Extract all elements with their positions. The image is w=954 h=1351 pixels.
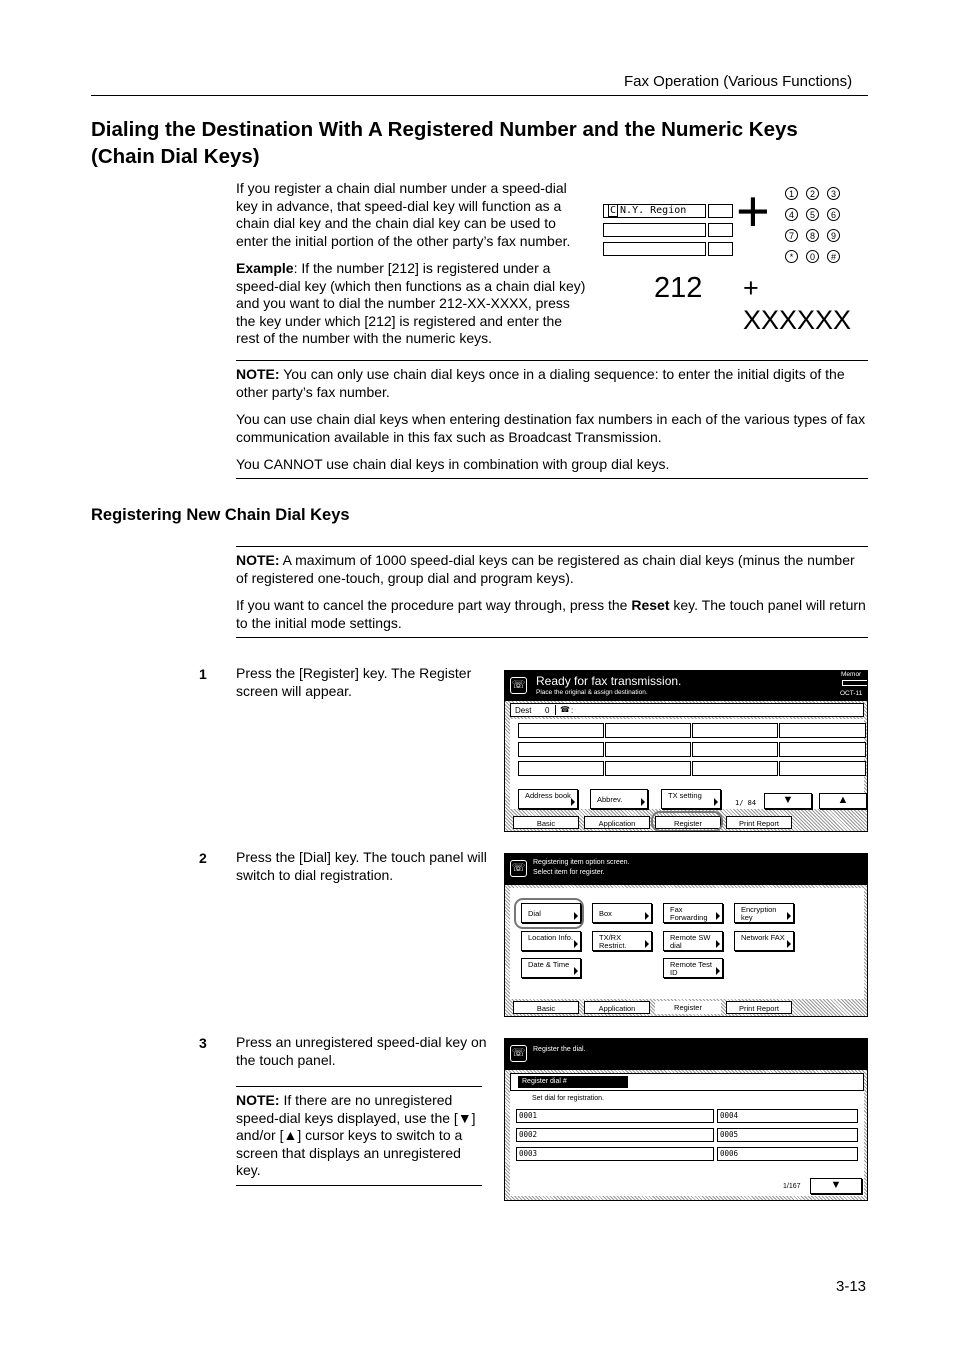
status-bar <box>505 1039 867 1070</box>
keypad-key-icon: 0 <box>806 250 819 263</box>
note-text: key. The touch panel will return to the initial mode settings. <box>236 597 866 631</box>
fax-mode-icon: ☏ <box>510 860 527 877</box>
status-line-1: Registering item option screen. <box>533 859 630 866</box>
status-title: Ready for fax transmission. <box>536 674 682 688</box>
up-arrow-icon: ▲ <box>837 794 849 806</box>
note-text: If you want to cancel the procedure part way through, press the <box>236 597 632 613</box>
remote-test-id-button[interactable] <box>663 958 723 978</box>
note-label: NOTE: <box>236 552 280 568</box>
note-chain-once <box>236 366 866 401</box>
speed-dial-slot[interactable]: 0002 <box>516 1128 714 1142</box>
step-text: Press an unregistered speed-dial key on the touch panel. <box>236 1034 487 1068</box>
note-text: ] cursor keys to switch to a screen that displays an unregistered key. <box>236 1127 463 1178</box>
dest-count: 0 <box>545 706 550 715</box>
remaining-digits: + XXXXXX <box>743 273 852 335</box>
dest-label: Dest <box>515 706 532 715</box>
note-rule-top <box>236 1086 482 1087</box>
speed-dial-slot[interactable]: 0004 <box>717 1109 858 1123</box>
speed-dial-key-label: N.Y. Region <box>620 205 687 216</box>
page-indicator: 1/ 84 <box>735 799 757 807</box>
speed-dial-slot[interactable]: 0001 <box>516 1109 714 1123</box>
keypad-key-icon: 1 <box>785 187 798 200</box>
speed-dial-key-blank <box>603 242 706 256</box>
keypad-key-icon: 6 <box>827 208 840 221</box>
location-info-button[interactable] <box>521 931 581 951</box>
remote-test-id-label: Remote Test ID <box>670 960 712 977</box>
speed-dial-key[interactable] <box>779 723 866 738</box>
speed-dial-key-blank <box>708 204 733 218</box>
speed-dial-key[interactable] <box>779 761 866 776</box>
status-line-2: Select item for register. <box>533 869 605 876</box>
tab-basic[interactable]: Basic <box>513 1001 579 1014</box>
chain-dial-illustration <box>600 179 868 335</box>
note-text: You can only use chain dial keys once in a dialing sequence: to enter the initial digits of the other party’s fax number. <box>236 366 845 400</box>
page-title: Dialing the Destination With A Registered Number and the Numeric Keys (Chain Dial Keys) <box>91 118 798 168</box>
speed-dial-key-blank <box>708 223 733 237</box>
note-max-keys <box>236 552 866 587</box>
section-heading: Registering New Chain Dial Keys <box>91 506 350 524</box>
network-fax-label: Network FAX <box>741 933 785 942</box>
step-text: Press the [Register] key. The Register screen will appear. <box>236 665 472 699</box>
keypad-key-icon: # <box>827 250 840 263</box>
divider <box>555 705 556 715</box>
chain-key-prefix: C <box>610 205 617 216</box>
register-screen-1 <box>504 670 868 832</box>
example-paragraph <box>236 260 588 348</box>
tab-register[interactable]: Register <box>655 816 721 829</box>
speed-dial-key[interactable] <box>692 742 778 757</box>
keypad-key-icon: 4 <box>785 208 798 221</box>
memory-indicator: Memor <box>841 671 862 678</box>
status-subtitle: Place the original & assign destination. <box>536 689 648 696</box>
tx-setting-label: TX setting <box>668 791 702 800</box>
intro-paragraph: If you register a chain dial number under a speed-dial key in advance, that speed-dial key will function as a chain dial key and the chain dial key can be used to enter the initial portion of the other party’s fax number. <box>236 180 571 249</box>
tab-basic[interactable]: Basic <box>513 816 579 829</box>
register-screen-2 <box>504 853 868 1017</box>
note-rule-bottom <box>236 478 868 479</box>
fax-mode-icon: ☏ <box>510 1045 527 1062</box>
register-dial-label: Register dial # <box>518 1076 628 1088</box>
speed-dial-key[interactable] <box>518 723 604 738</box>
tab-print-report[interactable]: Print Report <box>726 816 792 829</box>
encryption-key-button[interactable] <box>734 903 794 923</box>
location-info-label: Location Info. <box>528 933 574 942</box>
instruction-text: Set dial for registration. <box>532 1095 604 1102</box>
note-rule-top <box>236 546 868 547</box>
speed-dial-key[interactable] <box>605 742 691 757</box>
keypad-key-icon: 8 <box>806 229 819 242</box>
remote-sw-dial-button[interactable] <box>663 931 723 951</box>
box-button[interactable] <box>592 903 652 923</box>
tab-print-report[interactable]: Print Report <box>726 1001 792 1014</box>
speed-dial-key[interactable] <box>692 723 778 738</box>
plus-sign: + <box>736 179 770 244</box>
speed-dial-slot[interactable]: 0006 <box>717 1147 858 1161</box>
keypad-key-icon: 7 <box>785 229 798 242</box>
speed-dial-key-ny-region <box>603 204 706 218</box>
note-label: NOTE: <box>236 1092 280 1108</box>
speed-dial-key-blank <box>603 223 706 237</box>
speed-dial-key[interactable] <box>518 742 604 757</box>
note-reset <box>236 597 866 632</box>
keypad-key-icon: * <box>785 250 798 263</box>
phone-separator: : <box>571 706 574 715</box>
date-time-label: Date & Time <box>528 960 570 969</box>
keypad-key-icon: 2 <box>806 187 819 200</box>
address-book-button[interactable] <box>518 789 578 809</box>
keypad-key-icon: 3 <box>827 187 840 200</box>
destination-field <box>510 703 864 717</box>
up-arrow-icon: ▲ <box>283 1127 298 1143</box>
scroll-up-button[interactable] <box>819 793 867 809</box>
fax-forwarding-button[interactable] <box>663 903 723 923</box>
header-rule <box>91 95 868 96</box>
tab-application[interactable]: Application <box>584 1001 650 1014</box>
note-text: If there are no unregistered speed-dial keys displayed, use the [ <box>236 1092 458 1126</box>
speed-dial-key[interactable] <box>605 761 691 776</box>
box-label: Box <box>599 909 612 918</box>
tab-register[interactable]: Register <box>655 1001 721 1014</box>
step-text: Press the [Dial] key. The touch panel will switch to dial registration. <box>236 849 487 883</box>
note-rule-bottom <box>236 1185 482 1186</box>
down-arrow-icon: ▼ <box>457 1109 472 1126</box>
dial-label: Dial <box>528 909 541 918</box>
note-group-dial: You CANNOT use chain dial keys in combination with group dial keys. <box>236 456 670 472</box>
down-arrow-icon: ▼ <box>830 1179 842 1191</box>
date-indicator: OCT-11 <box>840 690 863 697</box>
example-text: : If the number [212] is registered under a speed-dial key (which then functions as a chain dial key) and you want to dial the number 212-XX-XXXX, press the key under which [212] is registered and enter the rest of the number with the numeric keys. <box>236 260 586 346</box>
example-label: Example <box>236 260 294 276</box>
tx-rx-restrict-button[interactable] <box>592 931 652 951</box>
step-number: 3 <box>199 1035 207 1051</box>
note-text: ] and/or [ <box>236 1109 476 1143</box>
chain-number: 212 <box>654 272 703 304</box>
note-broadcast: You can use chain dial keys when entering destination fax numbers in each of the various types of fax communication available in this fax such as Broadcast Transmission. <box>236 411 866 445</box>
register-dial-panel <box>510 1073 864 1196</box>
status-bar <box>505 671 867 701</box>
note-label: NOTE: <box>236 366 280 382</box>
speed-dial-key[interactable] <box>692 761 778 776</box>
speed-dial-slot[interactable]: 0003 <box>516 1147 714 1161</box>
network-fax-button[interactable] <box>734 931 794 951</box>
phone-icon: ☎ <box>560 705 570 714</box>
step-number: 1 <box>199 666 207 682</box>
speed-dial-key[interactable] <box>518 761 604 776</box>
status-bar <box>505 854 867 885</box>
scroll-down-button[interactable] <box>810 1178 862 1194</box>
address-book-label: Address book <box>525 791 571 800</box>
note-rule-bottom <box>236 637 868 638</box>
tx-rx-restrict-label: TX/RX Restrict. <box>599 933 627 950</box>
tx-setting-button[interactable] <box>661 789 721 809</box>
encryption-key-label: Encryption key <box>741 905 777 922</box>
fax-forwarding-label: Fax Forwarding <box>670 905 708 922</box>
speed-dial-slot[interactable]: 0005 <box>717 1128 858 1142</box>
speed-dial-panel <box>510 719 864 809</box>
date-time-button[interactable] <box>521 958 581 978</box>
register-tab-highlight <box>651 811 723 832</box>
keypad-key-icon: 5 <box>806 208 819 221</box>
remote-sw-dial-label: Remote SW dial <box>670 933 711 950</box>
dial-button-highlight <box>514 898 584 929</box>
tab-application[interactable]: Application <box>584 816 650 829</box>
page-indicator: 1/167 <box>783 1183 801 1190</box>
register-screen-3 <box>504 1038 868 1201</box>
reset-key-label: Reset <box>631 597 670 613</box>
scroll-down-button[interactable] <box>764 793 812 809</box>
abbrev-button[interactable] <box>590 789 648 809</box>
keypad-key-icon: 9 <box>827 229 840 242</box>
note-cursor-keys <box>236 1092 486 1180</box>
speed-dial-key-blank <box>708 242 733 256</box>
running-header: Fax Operation (Various Functions) <box>624 73 853 90</box>
fax-mode-icon: ☏ <box>510 677 527 694</box>
speed-dial-key[interactable] <box>605 723 691 738</box>
page-number: 3-13 <box>836 1278 867 1295</box>
note-text: A maximum of 1000 speed-dial keys can be registered as chain dial keys (minus the number of registered one-touch, group dial and program keys). <box>236 552 855 586</box>
speed-dial-key[interactable] <box>779 742 866 757</box>
down-arrow-icon: ▼ <box>782 794 794 806</box>
status-title: Register the dial. <box>533 1046 586 1053</box>
memory-bar <box>842 680 868 686</box>
note-rule-top <box>236 360 868 361</box>
step-number: 2 <box>199 850 207 866</box>
abbrev-label: Abbrev. <box>597 795 623 804</box>
